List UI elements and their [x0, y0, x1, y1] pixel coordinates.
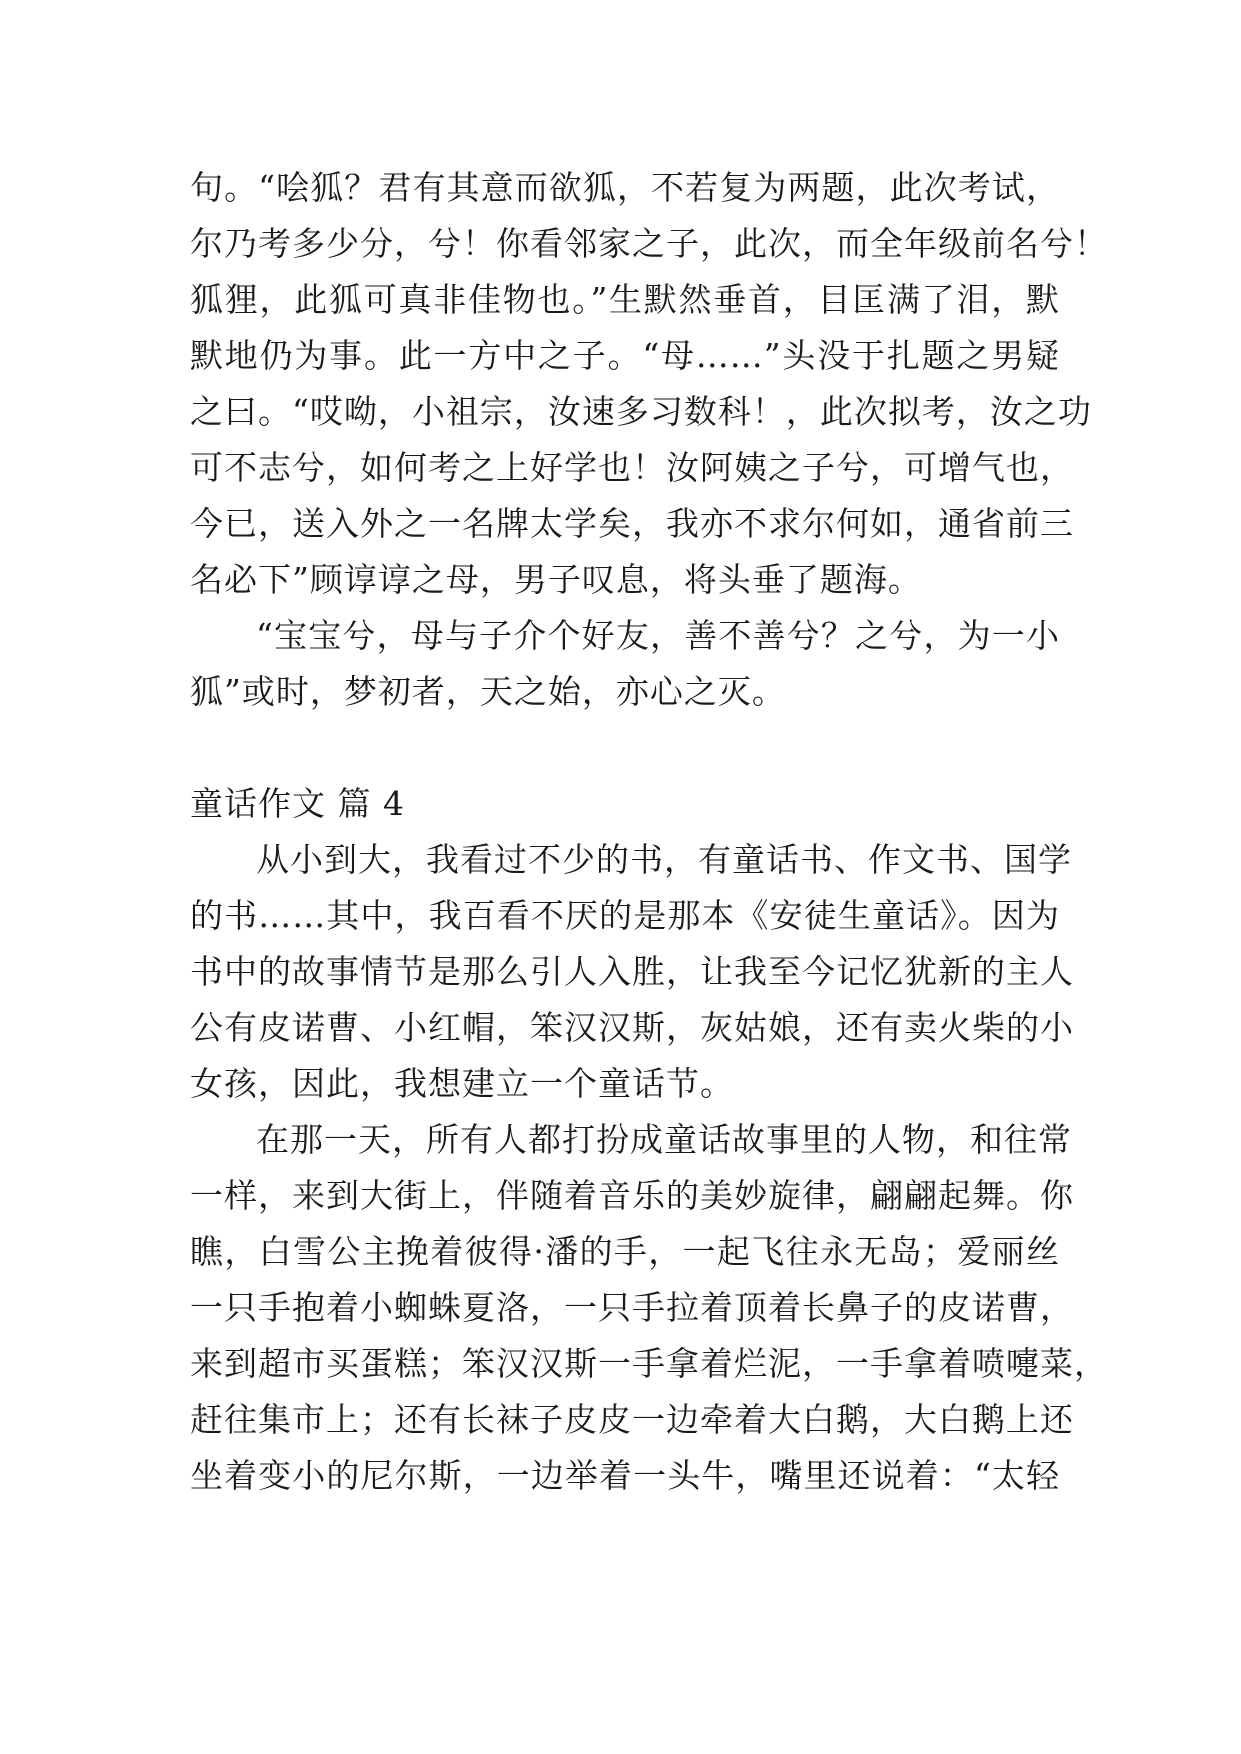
text-line: 句。“哙狐？君有其意而欲狐，不若复为两题，此次考试， — [190, 168, 1060, 207]
text-line: 在那一天，所有人都打扮成童话故事里的人物，和往常 — [256, 1120, 1072, 1159]
text-line: 从小到大，我看过不少的书，有童话书、作文书、国学 — [256, 840, 1072, 879]
text-line: 狐”或时，梦初者，天之始，亦心之灭。 — [190, 672, 786, 711]
text-line: 狐狸，此狐可真非佳物也。”生默然垂首，目匡满了泪，默 — [190, 280, 1060, 319]
text-line: “宝宝兮，母与子介个好友，善不善兮？之兮，为一小 — [256, 616, 1060, 655]
text-line: 名必下”顾谆谆之母，男子叹息，将头垂了题海。 — [190, 560, 922, 599]
text-line: 今已，送入外之一名牌太学矣，我亦不求尔何如，通省前三 — [190, 504, 1074, 543]
text-line: 可不志兮，如何考之上好学也！汝阿姨之子兮，可增气也， — [190, 448, 1074, 487]
text-line: 瞧，白雪公主挽着彼得·潘的手，一起飞往永无岛；爱丽丝 — [190, 1232, 1060, 1271]
text-line: 一只手抱着小蜘蛛夏洛，一只手拉着顶着长鼻子的皮诺曹， — [190, 1288, 1074, 1327]
text-line: 女孩，因此，我想建立一个童话节。 — [190, 1064, 734, 1103]
text-line: 书中的故事情节是那么引人入胜，让我至今记忆犹新的主人 — [190, 952, 1074, 991]
text-line: 公有皮诺曹、小红帽，笨汉汉斯，灰姑娘，还有卖火柴的小 — [190, 1008, 1074, 1047]
text-line: 来到超市买蛋糕；笨汉汉斯一手拿着烂泥，一手拿着喷嚏菜， — [190, 1344, 1108, 1383]
text-line: 一样，来到大街上，伴随着音乐的美妙旋律，翩翩起舞。你 — [190, 1176, 1074, 1215]
text-line: 之曰。“哎呦，小祖宗，汝速多习数科！，此次拟考，汝之功 — [190, 392, 1092, 431]
text-line: 坐着变小的尼尔斯，一边举着一头牛，嘴里还说着：“太轻 — [190, 1456, 1060, 1495]
text-line: 赶往集市上；还有长袜子皮皮一边牵着大白鹅，大白鹅上还 — [190, 1400, 1074, 1439]
section-heading: 童话作文 篇 4 — [190, 784, 405, 823]
text-line: 尔乃考多少分，兮！你看邻家之子，此次，而全年级前名兮！ — [190, 224, 1108, 263]
text-line: 的书……其中，我百看不厌的是那本《安徒生童话》。因为 — [190, 896, 1060, 935]
text-line: 默地仍为事。此一方中之子。“母……”头没于扎题之男疑 — [190, 336, 1060, 375]
